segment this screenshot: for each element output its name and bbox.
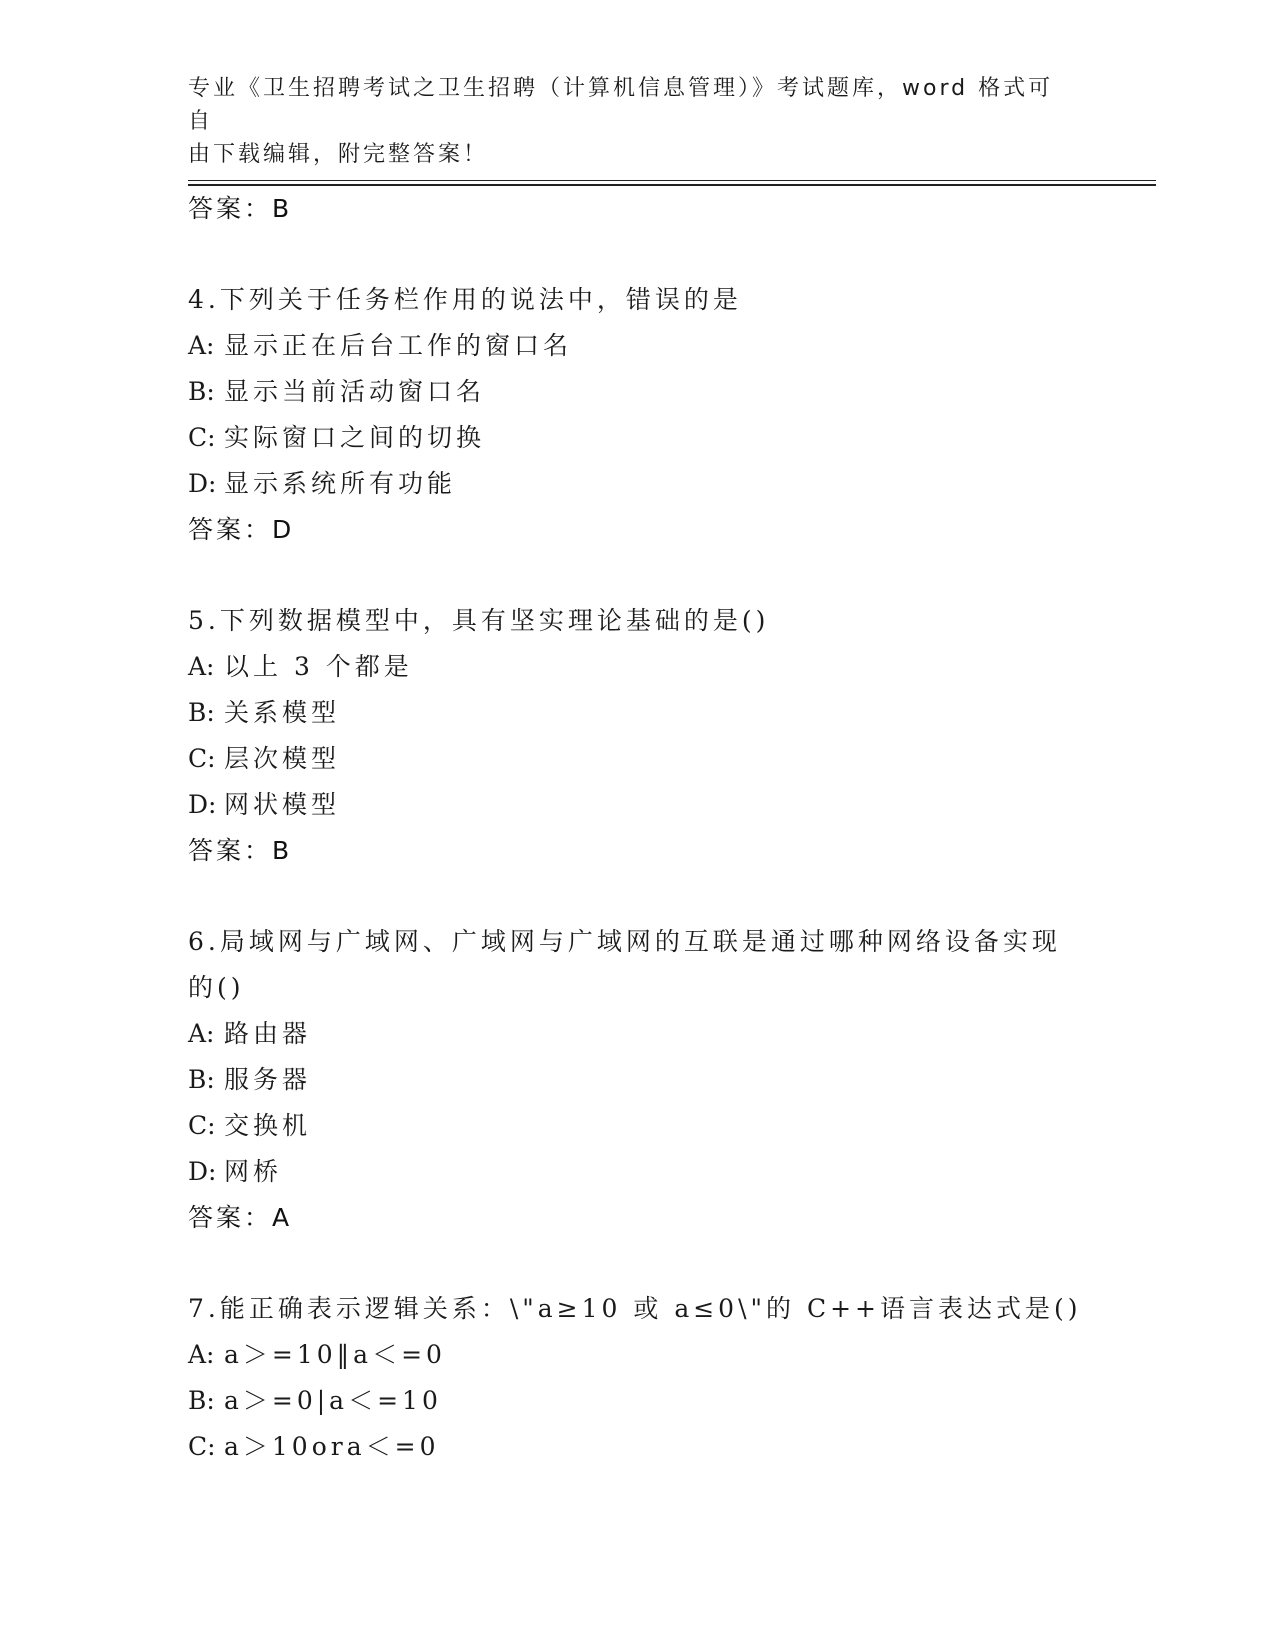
header-line-1: 专业《卫生招聘考试之卫生招聘（计算机信息管理）》考试题库，word 格式可自 <box>188 76 1054 134</box>
option-key: A: <box>188 331 215 360</box>
question-4 <box>188 277 1088 553</box>
option-key: C: <box>188 1111 216 1140</box>
option-c <box>188 415 1088 461</box>
option-text: a＞=0|a＜=10 <box>224 1386 442 1415</box>
question-stem: 4.下列关于任务栏作用的说法中，错误的是 <box>188 285 742 314</box>
option-text: 显示当前活动窗口名 <box>224 377 486 406</box>
option-b <box>188 690 1088 736</box>
option-b <box>188 1057 1088 1103</box>
option-a <box>188 644 1088 690</box>
header-line-2: 由下载编辑，附完整答案！ <box>188 142 489 167</box>
option-text: 交换机 <box>224 1111 312 1140</box>
option-text: 路由器 <box>224 1019 312 1048</box>
option-key: C: <box>188 744 216 773</box>
option-text: a＞10ora＜=0 <box>224 1432 440 1461</box>
option-key: C: <box>188 1432 216 1461</box>
option-c <box>188 736 1088 782</box>
option-d <box>188 782 1088 828</box>
option-text: 服务器 <box>224 1065 312 1094</box>
option-text: 实际窗口之间的切换 <box>224 423 486 452</box>
option-text: 显示正在后台工作的窗口名 <box>224 331 573 360</box>
question-stem: 5.下列数据模型中，具有坚实理论基础的是() <box>188 606 770 635</box>
option-key: B: <box>188 698 215 727</box>
option-b <box>188 369 1088 415</box>
option-a <box>188 323 1088 369</box>
question-stem: 6.局域网与广域网、广域网与广域网的互联是通过哪种网络设备实现的() <box>188 927 1061 1002</box>
option-d <box>188 1149 1088 1195</box>
header-rule-top <box>188 180 1156 181</box>
option-text: 关系模型 <box>224 698 341 727</box>
spacer <box>188 1241 1088 1286</box>
option-key: D: <box>188 790 217 819</box>
option-c <box>188 1424 1088 1470</box>
answer: 答案：A <box>188 1203 293 1232</box>
question-stem: 7.能正确表示逻辑关系：\"a≥10 或 a≤0\"的 C++语言表达式是() <box>188 1294 1082 1323</box>
question-5 <box>188 598 1088 874</box>
option-key: B: <box>188 377 215 406</box>
option-key: A: <box>188 1340 215 1369</box>
option-key: C: <box>188 423 216 452</box>
page-header <box>188 72 1068 171</box>
option-key: D: <box>188 469 217 498</box>
answer: 答案：B <box>188 836 293 865</box>
question-6 <box>188 919 1088 1241</box>
option-b <box>188 1378 1088 1424</box>
option-text: 层次模型 <box>224 744 341 773</box>
option-d <box>188 461 1088 507</box>
option-a <box>188 1011 1088 1057</box>
previous-answer: 答案：B <box>188 194 293 223</box>
option-a <box>188 1332 1088 1378</box>
question-list <box>188 186 1088 1470</box>
option-c <box>188 1103 1088 1149</box>
option-text: 网状模型 <box>224 790 341 819</box>
option-text: 显示系统所有功能 <box>224 469 457 498</box>
option-key: A: <box>188 1019 215 1048</box>
option-key: B: <box>188 1386 215 1415</box>
question-7 <box>188 1286 1088 1470</box>
option-key: D: <box>188 1157 217 1186</box>
spacer <box>188 232 1088 277</box>
option-key: A: <box>188 652 215 681</box>
option-text: 以上 3 个都是 <box>224 652 413 681</box>
option-key: B: <box>188 1065 215 1094</box>
option-text: 网桥 <box>224 1157 283 1186</box>
spacer <box>188 553 1088 598</box>
option-text: a＞=10‖a＜=0 <box>224 1340 446 1369</box>
spacer <box>188 874 1088 919</box>
answer: 答案：D <box>188 515 295 544</box>
